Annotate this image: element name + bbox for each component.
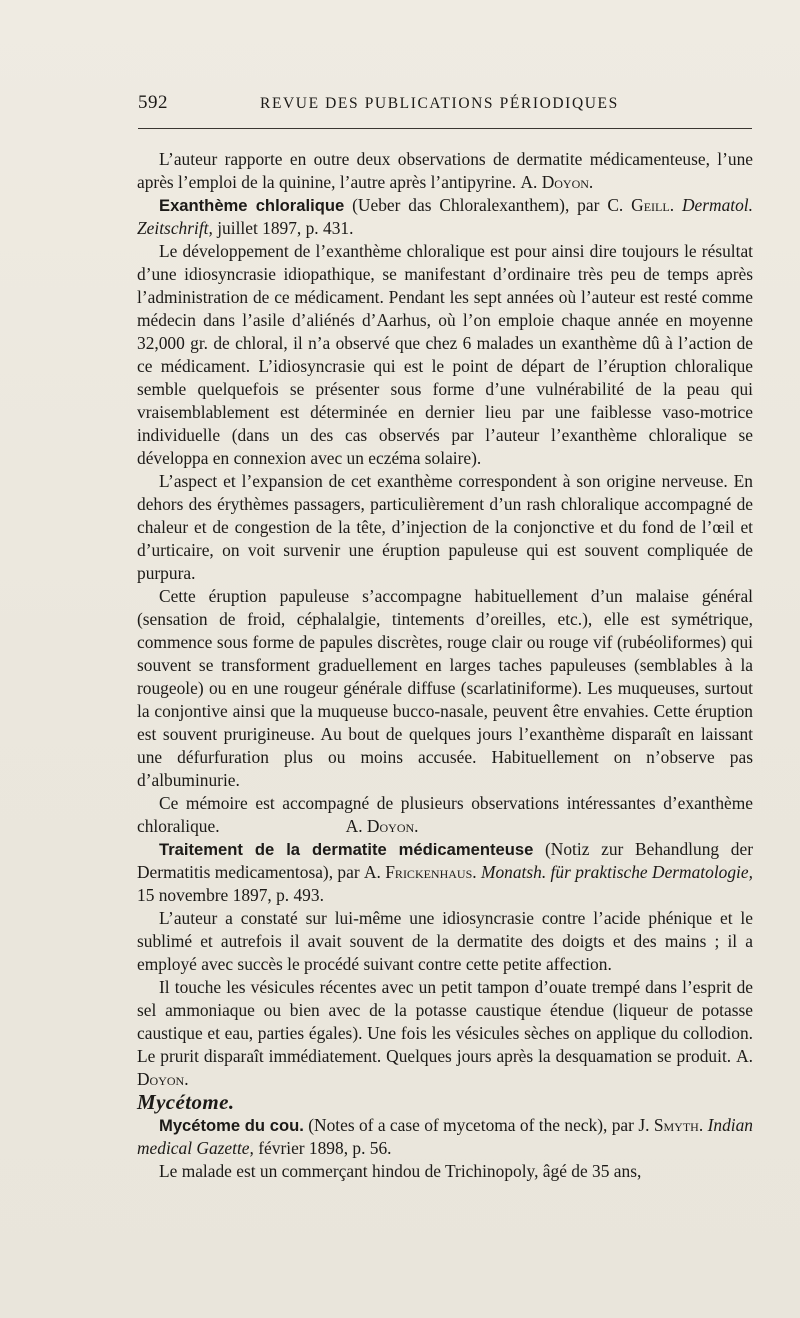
body-text (137, 148, 753, 1183)
journal-name: Dermatol. Zeitschrift, (137, 195, 753, 238)
article-author: C. Geill. (607, 195, 675, 215)
paragraph: L’aspect et l’expansion de cet exanthème correspondent à son origine nerveuse. En dehors des érythèmes passagers, particulièrement d’un rash chloralique accompagné de chaleur et de congestion de la tête, d’injection de la conjonctive et du fond de l’œil et d’urticaire, on voit survenir une éruption papuleuse qui est souvent compliquée de purpura. (137, 471, 753, 583)
article-title: Mycétome du cou. (159, 1116, 304, 1135)
running-title: REVUE DES PUBLICATIONS PÉRIODIQUES (260, 95, 619, 112)
article-title: Exanthème chloralique (159, 196, 345, 215)
article-title: Traitement de la dermatite médicamenteuse (159, 840, 534, 859)
signature: A. Doyon. (520, 172, 594, 192)
paragraph: L’auteur a constaté sur lui-même une idiosyncrasie contre l’acide phénique et le sublimé et autrefois il avait souvent de la dermatite des doigts et des mains ; il a employé avec succès le procédé suivant contre cette petite affection. (137, 908, 753, 974)
signature: A. Doyon. (345, 816, 419, 836)
article-heading-mycetome: Mycétome du cou. (Notes of a case of mycetoma of the neck), par J. Smyth. Indian medical Gazette, février 1898, p. 56. (137, 1115, 753, 1158)
article-author: J. Smyth. (638, 1115, 704, 1135)
journal-name: Indian medical Gazette, (137, 1115, 753, 1158)
paragraph: Le développement de l’exanthème chloralique est pour ainsi dire toujours le résultat d’une idiosyncrasie idiopathique, se manifestant d’ordinaire très peu de temps après l’administration de ce médicament. Pendant les sept années où l’auteur est resté comme médecin dans l’asile d’aliénés d’Aarhus, où l’on emploie chaque année en moyenne 32,000 gr. de chloral, il n’a observé que chez 6 malades un exanthème dû à l’action de ce médicament. L’idiosyncrasie qui est le point de départ de l’éruption chloralique semble quelquefois se présenter sous forme d’une vulnérabilité de la peau qui vraisemblablement est déterminée en dernier lieu par une faiblesse vaso-motrice individuelle (dans un des cas observés par l’auteur l’exanthème chloralique se développa en connexion avec un eczéma solaire). (137, 241, 753, 468)
article-heading-exantheme: Exanthème chloralique (Ueber das Chloralexanthem), par C. Geill. Dermatol. Zeitschrift, juillet 1897, p. 431. (137, 195, 753, 238)
paragraph-memoire: Ce mémoire est accompagné de plusieurs observations intéressantes d’exanthème chloralique. A. Doyon. (137, 793, 753, 836)
header-rule (138, 128, 752, 129)
page-number: 592 (138, 92, 168, 113)
section-heading: Mycétome. (137, 1090, 235, 1114)
page-header (138, 92, 754, 122)
article-heading-traitement: Traitement de la dermatite médicamenteuse (Notiz zur Behandlung der Dermatitis medicamentosa), par A. Frickenhaus. Monatsh. für praktische Dermatologie, 15 novembre 1897, p. 493. (137, 839, 753, 905)
article-author: A. Frickenhaus. (364, 862, 477, 882)
paragraph: Le malade est un commerçant hindou de Trichinopoly, âgé de 35 ans, (159, 1161, 642, 1181)
paragraph-dermatite-obs: L’auteur rapporte en outre deux observations de dermatite médicamenteuse, l’une après l’emploi de la quinine, l’autre après l’antipyrine. A. Doyon. (137, 149, 753, 192)
paragraph-traitement: Il touche les vésicules récentes avec un petit tampon d’ouate trempé dans l’esprit de sel ammoniaque ou bien avec de la potasse caustique étendue (liqueur de potasse caustique et eau, parties égales). Une fois les vésicules sèches on applique du collodion. Le prurit disparaît immédiatement. Quelques jours après la desquamation se produit. A. Doyon. (137, 977, 753, 1089)
signature: A. Doyon. (137, 1046, 753, 1089)
paragraph: Cette éruption papuleuse s’accompagne habituellement d’un malaise général (sensation de froid, céphalalgie, tintements d’oreilles, etc.), elle est symétrique, commence sous forme de papules discrètes, rouge clair ou rouge vif (rubéoliformes) qui souvent se transforment graduellement en larges taches papuleuses (semblables à la rougeole) ou en une rougeur générale diffuse (scarlatiniforme). Les muqueuses, surtout la conjontive ainsi que la muqueuse bucco-nasale, peuvent être envahies. Cette éruption est souvent prurigineuse. Au bout de quelques jours l’exanthème disparaît en laissant une défurfuration plus ou moins accusée. Habituellement on n’observe pas d’albuminurie. (137, 586, 753, 790)
journal-name: Monatsh. für praktische Dermatologie, (480, 862, 753, 882)
